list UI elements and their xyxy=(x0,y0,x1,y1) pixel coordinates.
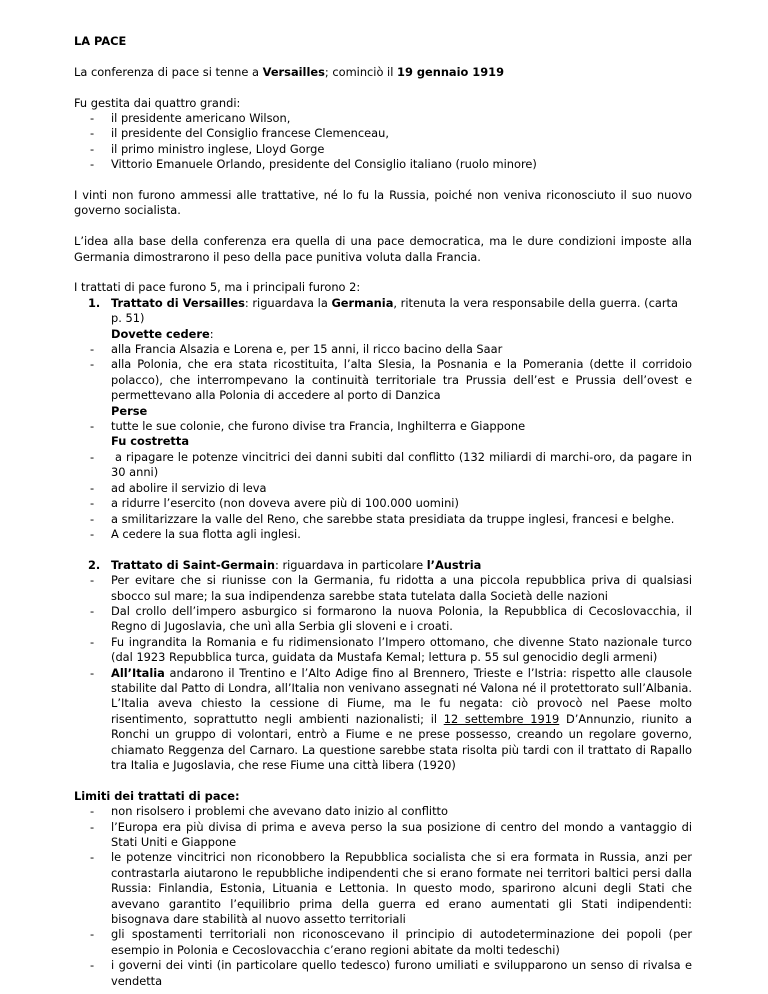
list-item: - ad abolire il servizio di leva xyxy=(74,481,692,496)
treaty-name: Trattato di Saint-Germain xyxy=(111,557,275,572)
list-item: - gli spostamenti territoriali non riconoscevano il principio di autodeterminazione dei popoli (per esempio in Polonia e Cecoslovacchia c’erano regioni abitate da molti tedeschi) xyxy=(74,927,692,958)
document-page xyxy=(74,34,696,989)
list-item: - non risolsero i problemi che avevano dato inizio al conflitto xyxy=(74,804,692,819)
list-item: - alla Polonia, che era stata ricostituita, l’alta Slesia, la Posnania e la Pomerania (dette il corridoio polacco), che interrompevano la continuità territoriale tra Prussia dell’est e Prussia dell’ovest e permettevano alla Polonia di accedere al porto di Danzica xyxy=(74,357,692,403)
cedere-list xyxy=(74,342,692,404)
list-item: - tutte le sue colonie, che furono divise tra Francia, Inghilterra e Giappone xyxy=(74,419,692,434)
list-item: - Dal crollo dell’impero asburgico si formarono la nuova Polonia, la Repubblica di Cecoslovacchia, il Regno di Jugoslavia, che unì alla Serbia gli sloveni e i croati. xyxy=(74,604,692,635)
limits-heading: Limiti dei trattati di pace: xyxy=(74,788,240,803)
list-item: - Vittorio Emanuele Orlando, presidente del Consiglio italiano (ruolo minore) xyxy=(74,157,692,172)
list-item: - A cedere la sua flotta agli inglesi. xyxy=(74,527,692,542)
subheading-cedere: Dovette cedere: xyxy=(111,326,214,341)
date-fiume: 12 settembre 1919 xyxy=(443,711,560,726)
limits-list xyxy=(74,804,692,989)
list-item: - i governi dei vinti (in particolare quello tedesco) furono umiliati e svilupparono un senso di rivalsa e vendetta xyxy=(74,958,692,989)
subheading-costretta: Fu costretta xyxy=(111,434,190,449)
treaty-saint-germain-heading: 2. Trattato di Saint-Germain: riguardava in particolare l’Austria xyxy=(88,557,482,572)
list-item: - alla Francia Alsazia e Lorena e, per 15 anni, il ricco bacino della Saar xyxy=(74,342,692,357)
costretta-list xyxy=(74,449,696,542)
list-item: - a smilitarizzare la valle del Reno, che sarebbe stata presidiata da truppe inglesi, francesi e belghe. xyxy=(74,512,692,527)
list-item: - a ridurre l’esercito (non doveva avere più di 100.000 uomini) xyxy=(74,496,692,511)
subheading-perse: Perse xyxy=(111,403,148,418)
intro-paragraph-grandi: Fu gestita dai quattro grandi: xyxy=(74,95,241,110)
treaty-name: Trattato di Versailles xyxy=(111,295,245,310)
list-item-italia: - All’Italia andarono il Trentino e l’Alto Adige fino al Brennero, Trieste e l’Istria: rispetto alle clausole stabilite dal Patto di Londra, all’Italia non venivano assegnati né Valona né il protettorato sull’Albania. L’Italia aveva chiesto la cessione di Fiume, ma le fu negata: ciò provocò nel Paese molto risentimento, soprattutto negli ambienti nazionalisti; il 12 settembre 1919 D’Annunzio, riunito a Ronchi un gruppo di volontari, entrò a Fiume e ne prese possesso, creando un regolare governo, chiamato Reggenza del Carnaro. La questione sarebbe stata risolta più tardi con il trattato di Rapallo tra Italia e Jugoslavia, che rese Fiume una città libera (1920) xyxy=(74,666,692,774)
list-item: - il primo ministro inglese, Lloyd Gorge xyxy=(74,142,692,157)
place-versailles: Versailles xyxy=(262,64,325,79)
date-start: 19 gennaio 1919 xyxy=(397,64,505,79)
list-item: - Per evitare che si riunisse con la Germania, fu ridotta a una piccola repubblica priva di qualsiasi sbocco sul mare; la sua indipendenza sarebbe stata tutelata dalla Società delle nazioni xyxy=(74,573,692,604)
list-item: - Fu ingrandita la Romania e fu ridimensionato l’Impero ottomano, che divenne Stato nazionale turco (dal 1923 Repubblica turca, guidata da Mustafa Kemal; lettura p. 55 sul genocidio degli armeni) xyxy=(74,635,692,666)
list-item: - a ripagare le potenze vincitrici dei danni subiti dal conflitto (132 miliardi di marchi-oro, da pagare in 30 anni) xyxy=(74,450,692,481)
list-item: - il presidente del Consiglio francese Clemenceau, xyxy=(74,126,692,141)
intro-paragraph-idea: L’idea alla base della conferenza era quella di una pace democratica, ma le dure condizioni imposte alla Germania dimostrarono il peso della pace punitiva voluta dalla Francia. xyxy=(74,234,692,264)
list-item: - le potenze vincitrici non riconobbero la Repubblica socialista che si era formata in Russia, anzi per contrastarla aiutarono le repubbliche indipendenti che si erano formate nei territori baltici persi dalla Russia: Finlandia, Estonia, Lituania e Lettonia. In questo modo, sparirono alcuni degli Stati che avevano garantito l’equilibrio prima della guerra ed erano aumentati gli Stati indipendenti: bisognava dare stabilità al nuovo assetto territoriali xyxy=(74,850,692,927)
perse-list xyxy=(74,419,692,434)
grandi-list xyxy=(74,111,692,173)
saint-germain-list xyxy=(74,573,692,773)
document-title: LA PACE xyxy=(74,34,127,48)
list-item: - l’Europa era più divisa di prima e aveva perso la sua posizione di centro del mondo a vantaggio di Stati Uniti e Giappone xyxy=(74,820,692,851)
intro-paragraph-vinti: I vinti non furono ammessi alle trattative, né lo fu la Russia, poiché non veniva riconosciuto il suo nuovo governo socialista. xyxy=(74,188,692,218)
treaty-versailles-heading: 1. Trattato di Versailles: riguardava la Germania, ritenuta la vera responsabile della guerra. (carta p. 51) xyxy=(88,295,678,326)
list-item: - il presidente americano Wilson, xyxy=(74,111,692,126)
intro-paragraph-conference: La conferenza di pace si tenne a Versailles; cominciò il 19 gennaio 1919 xyxy=(74,64,505,79)
intro-paragraph-trattati: I trattati di pace furono 5, ma i principali furono 2: xyxy=(74,280,361,295)
